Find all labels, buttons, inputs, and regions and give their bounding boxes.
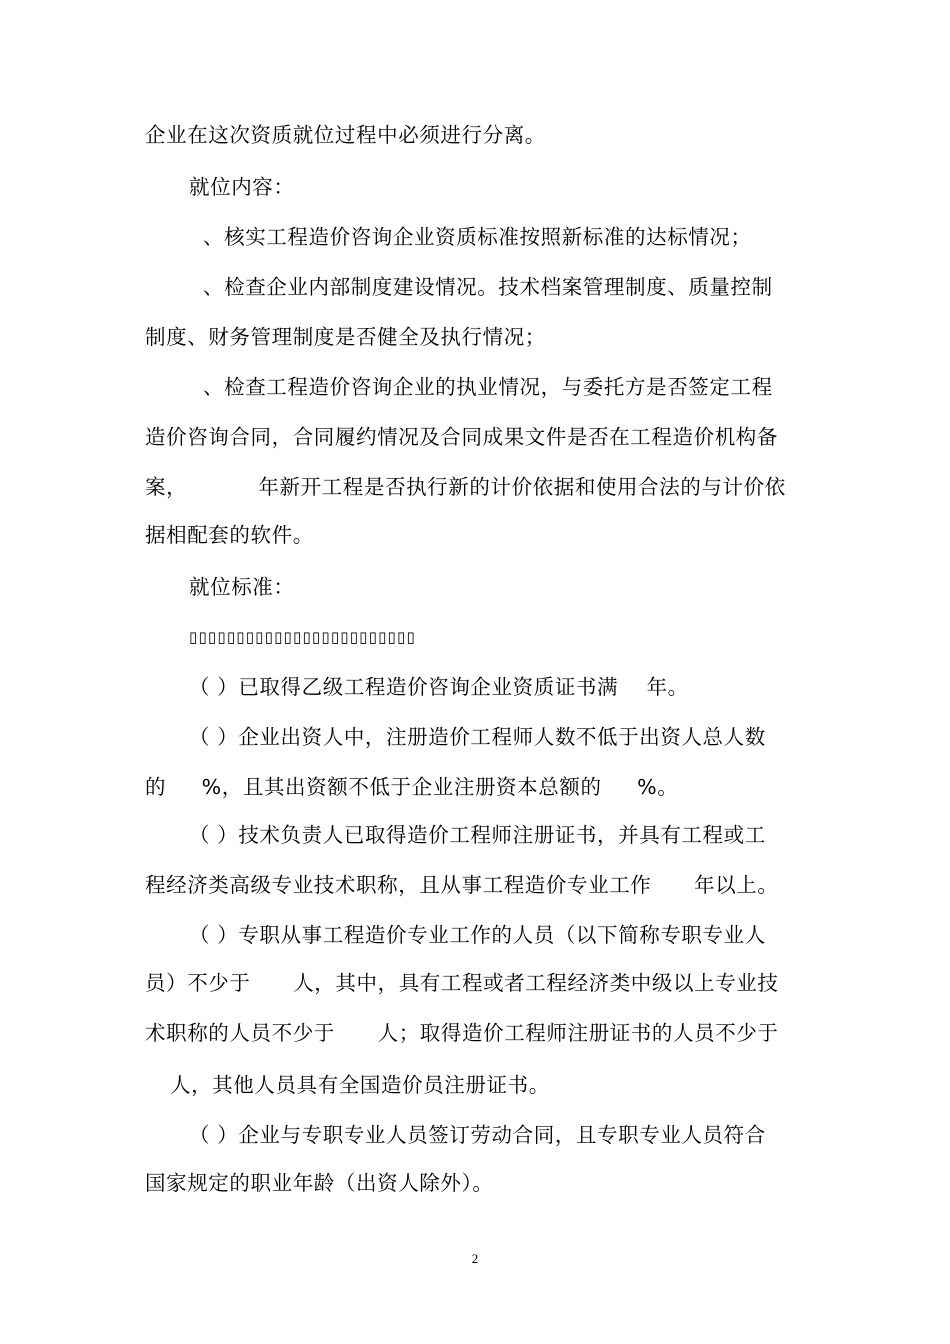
text-line-14: 的 %，且其出资额不低于企业注册资本总额的 %。 bbox=[145, 775, 679, 799]
text-line-12: （ ）已取得乙级工程造价咨询企业资质证书满 年。 bbox=[189, 675, 689, 699]
text-line-2: 就位内容： bbox=[189, 175, 295, 199]
text-line-8: 案， 年新开工程是否执行新的计价依据和使用合法的与计价依 bbox=[145, 475, 786, 499]
text-line-6: 、检查工程造价咨询企业的执业情况，与委托方是否签定工程 bbox=[203, 375, 773, 399]
text-line-7: 造价咨询合同，合同履约情况及合同成果文件是否在工程造价机构备 bbox=[145, 425, 778, 449]
text-line-21: （ ）企业与专职专业人员签订劳动合同，且专职专业人员符合 bbox=[189, 1123, 766, 1147]
text-line-20: 人，其他人员具有全国造价员注册证书。 bbox=[170, 1073, 550, 1097]
text-line-1: 企业在这次资质就位过程中必须进行分离。 bbox=[145, 123, 546, 147]
garbled-text-line: ▯▯▯▯▯▯▯▯▯▯▯▯▯▯▯▯▯▯▯▯▯▯▯▯ bbox=[189, 628, 416, 646]
text-line-22: 国家规定的职业年龄（出资人除外）。 bbox=[145, 1171, 494, 1195]
page-number: 2 bbox=[471, 1251, 479, 1266]
text-line-17: （ ）专职从事工程造价专业工作的人员（以下简称专职专业人 bbox=[189, 923, 766, 947]
text-line-9: 据相配套的软件。 bbox=[145, 523, 314, 547]
text-line-18: 员）不少于 人，其中，具有工程或者工程经济类中级以上专业技 bbox=[145, 971, 779, 995]
text-line-19: 术职称的人员不少于 人；取得造价工程师注册证书的人员不少于 bbox=[145, 1021, 779, 1045]
text-line-4: 、检查企业内部制度建设情况。技术档案管理制度、质量控制 bbox=[203, 275, 773, 299]
text-line-13: （ ）企业出资人中，注册造价工程师人数不低于出资人总人数 bbox=[189, 725, 766, 749]
text-line-3: 、核实工程造价咨询企业资质标准按照新标准的达标情况； bbox=[203, 225, 752, 249]
text-line-15: （ ）技术负责人已取得造价工程师注册证书，并具有工程或工 bbox=[189, 823, 766, 847]
text-line-10: 就位标准： bbox=[189, 575, 295, 599]
text-line-5: 制度、财务管理制度是否健全及执行情况； bbox=[145, 325, 546, 349]
text-line-16: 程经济类高级专业技术职称，且从事工程造价专业工作 年以上。 bbox=[145, 873, 779, 897]
